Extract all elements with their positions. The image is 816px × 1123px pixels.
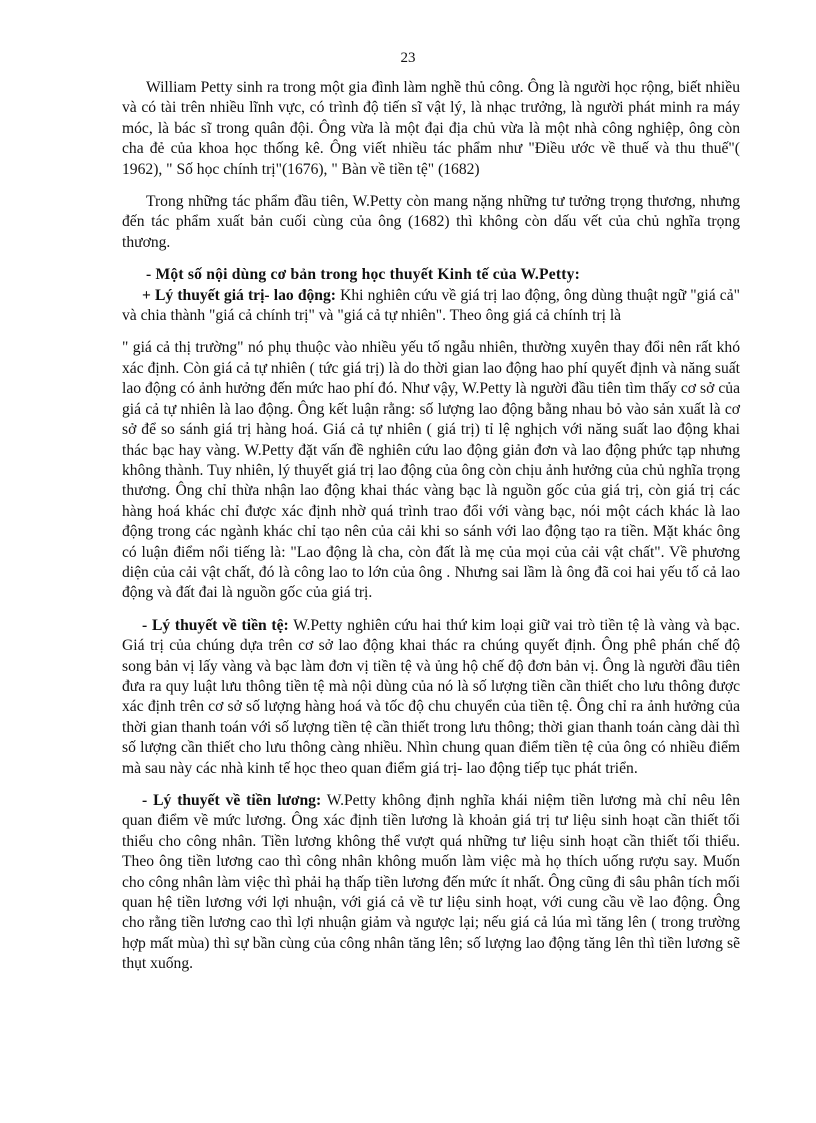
money-theory-text: W.Petty nghiên cứu hai thứ kim loại giữ vai trò tiền tệ là vàng và bạc. Giá trị của chúng dựa trên cơ sở lao động khai thác ra chúng quyết định. Ông phê phán chế độ song bản vị lấy vàng và bạc làm đơn vị tiền tệ và ủng hộ chế độ đơn bản vị. Ông là người đầu tiên đưa ra quy luật lưu thông tiền tệ mà nội dùng của nó là số lượng tiền cần thiết cho lưu thông được xác định trên cơ sở số lượng hàng hoá và tốc độ chu chuyển của tiền tệ. Ông chỉ ra ảnh hưởng của thời gian thanh toán với số lượng tiền tệ cần thiết trong lưu thông; thời gian thanh toán càng dài thì số lượng cần thiết cho lưu thông càng nhiều. Nhìn chung quan điểm tiền tệ của ông có nhiều điểm mà sau này các nhà kinh tế học theo quan điểm giá trị- lao động tiếp tục phát triển. (122, 616, 740, 777)
page-number: 23 (400, 50, 416, 66)
money-theory-label: - Lý thuyết về tiền tệ: (142, 616, 289, 634)
document-body (122, 78, 740, 975)
wage-theory (122, 791, 740, 975)
wage-theory-text: W.Petty không định nghĩa khái niệm tiền lương mà chỉ nêu lên quan điểm về mức lương. Ông xác định tiền lương là khoản giá trị tư liệu sinh hoạt cần thiết tối thiểu cho công nhân. Tiền lương không thể vượt quá những tư liệu sinh hoạt cần thiết tối thiểu. Theo ông tiền lương cao thì công nhân không muốn làm việc mà họ thích uống rượu say. Muốn cho công nhân làm việc thì phải hạ thấp tiền lương đến mức ít nhất. Ông cũng đi sâu phân tích mối quan hệ tiền lương với lợi nhuận, với giá cả về tư liệu sinh hoạt, với cung cầu về lao động. Ông cho rằng tiền lương cao thì lợi nhuận giảm và ngược lại; nếu giá cả lúa mì tăng lên ( trong trường hợp mất mùa) thì sự bần cùng của công nhân tăng lên; số lượng lao động tăng lên thì tiền lương sẽ thụt xuống. (122, 792, 740, 973)
value-theory-intro-text: Khi nghiên cứu về giá trị lao động, ông dùng thuật ngữ "giá cả" và chia thành "giá cả chính trị" và "giá cả tự nhiên". Theo ông giá cả chính trị là (122, 286, 740, 325)
wage-theory-label: - Lý thuyết về tiền lương: (142, 792, 322, 809)
paragraph-works: Trong những tác phẩm đầu tiên, W.Petty còn mang nặng những tư tưởng trọng thương, nhưng đến tác phẩm xuất bản cuối cùng của ông (1682) thì không còn dấu vết của chủ nghĩa trọng thương. (122, 193, 740, 251)
section-heading: - Một số nội dùng cơ bản trong học thuyết Kinh tế của W.Petty: (146, 266, 581, 284)
value-theory-body: " giá cả thị trường" nó phụ thuộc vào nhiều yếu tố ngẫu nhiên, thường xuyên thay đổi nên rất khó xác định. Còn giá cả tự nhiên ( tức giá trị) là do thời gian lao động hao phí quyết định và năng suất lao động có ảnh hưởng đến mức hao phí đó. Như vậy, W.Petty là người đầu tiên tìm thấy cơ sở của giá cả tự nhiên là lao động. Ông kết luận rằng: số lượng lao động bằng nhau bỏ vào sản xuất là cơ sở để so sánh giá trị hàng hoá. Giá cả tự nhiên ( giá trị) tỉ lệ nghịch với năng suất lao động khai thác bạc hay vàng. W.Petty đặt vấn đề nghiên cứu lao động giản đơn và lao động phức tạp nhưng không thành. Tuy nhiên, lý thuyết giá trị lao động của ông còn chịu ảnh hưởng của chủ nghĩa trọng thương. Ông chỉ thừa nhận lao động khai thác vàng bạc là nguồn gốc của giá trị, còn giá trị các hàng hoá khác chỉ được xác định nhờ quá trình trao đổi với vàng bạc, nói một cách khác là lao động trong các ngành khác chỉ tạo nên của cải khi so sánh với lao động tạo ra tiền. Mặt khác ông có luận điểm nổi tiếng là: "Lao động là cha, còn đất là mẹ của mọi của cải vật chất". Về phương diện của cải vật chất, đó là công lao to lớn của ông . Nhưng sai lầm là ông đã coi hai yếu tố cả lao động và đất đai là nguồn gốc của giá trị. (122, 339, 740, 602)
paragraph-biography: William Petty sinh ra trong một gia đình làm nghề thủ công. Ông là người học rộng, biết nhiều và có tài trên nhiều lĩnh vực, có trình độ tiến sĩ vật lý, là nhạc trưởng, là người phát minh ra máy móc, là bác sĩ trong quân đội. Ông vừa là một đại địa chủ vừa là một nhà công nghiệp, ông còn cha đẻ của khoa học thống kê. Ông viết nhiều tác phẩm như "Điều ước về thuế và thu thuế"( 1962), " Số học chính trị"(1676), " Bàn về tiền tệ" (1682) (122, 79, 740, 178)
value-theory-intro (122, 286, 740, 327)
value-theory-label: + Lý thuyết giá trị- lao động: (142, 286, 336, 304)
money-theory (122, 616, 740, 779)
